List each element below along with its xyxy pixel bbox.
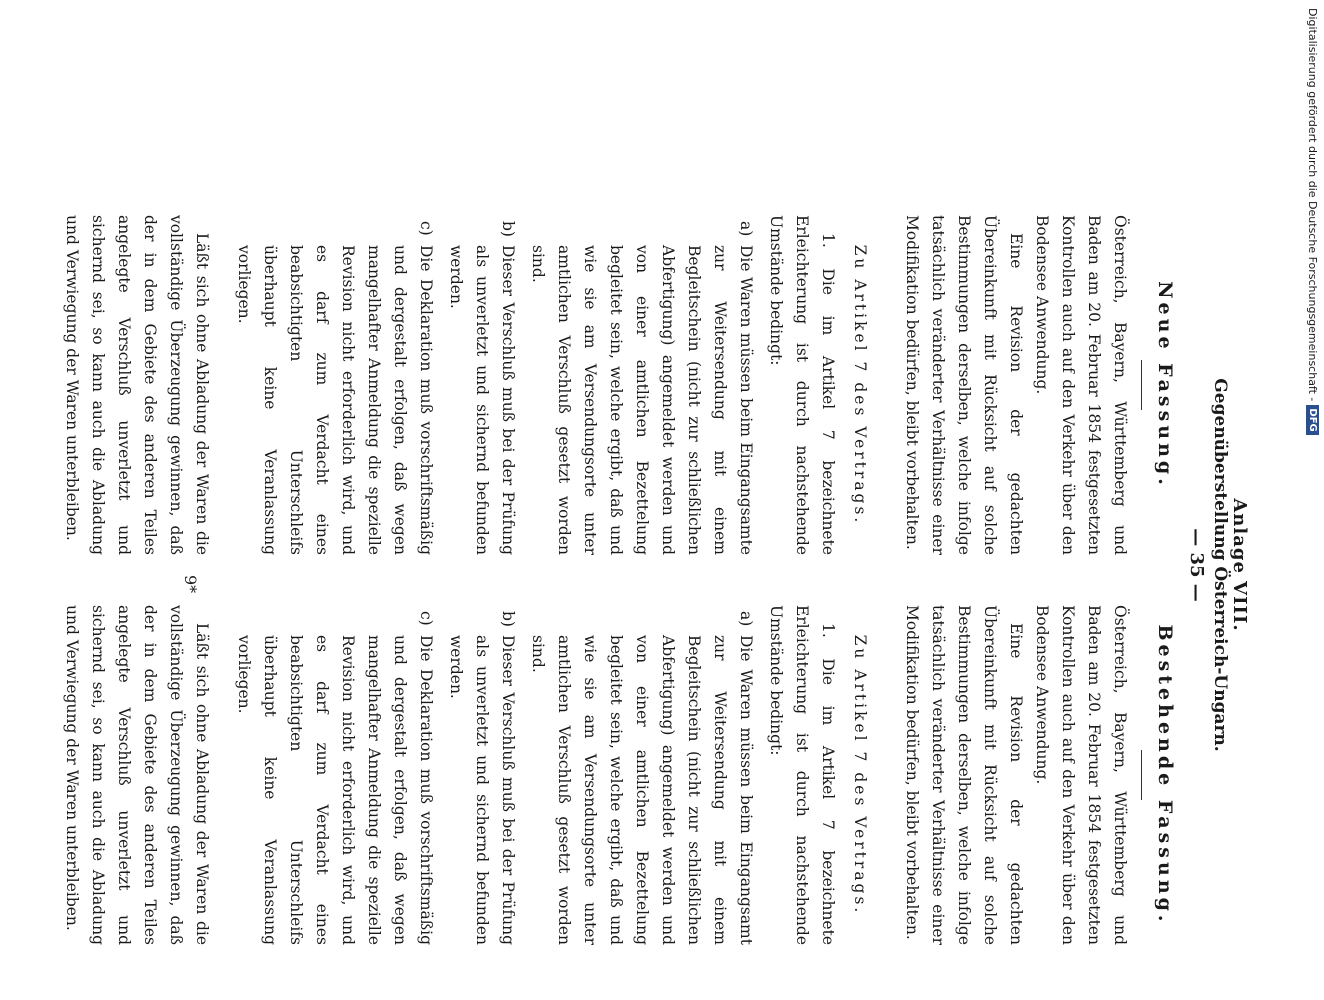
list-item <box>443 215 521 555</box>
signature-mark: 9* <box>181 575 200 594</box>
page-title: Gegenüberstellung Österreich-Ungarn. <box>1210 378 1230 752</box>
list-item <box>443 605 521 945</box>
column-title-existing: Bestehende Fassung. <box>1154 624 1176 926</box>
item-text: Die Deklaration muß vorschriftsmäßig und dergestalt erfolgen, daß wegen mangelhafter Anmeldung die spezielle Revision nicht erforderlich wird, und es darf zum Verdacht eines beabsichtigten Unterschleifs überhaupt keine Veranlassung vorliegen. <box>235 635 435 945</box>
article-heading: Zu Artikel 7 des Vertrags. <box>851 634 869 916</box>
article-heading: Zu Artikel 7 des Vertrags. <box>851 244 869 526</box>
list-item <box>231 215 439 555</box>
item-label: c) <box>417 611 435 626</box>
item-label: a) <box>737 221 755 237</box>
stamp-text: Digitalisierung gefördert durch die Deutsche Forschungsgemeinschaft - <box>1306 8 1320 402</box>
paragraph: Österreich, Bayern, Württemberg und Baden am 20. Februar 1854 festgesetzten Kontrollen auch auf den Verkehr über den Bodensee Anwendung. <box>1033 605 1129 945</box>
column-existing-version <box>59 605 1178 945</box>
rotated-page <box>0 145 1250 985</box>
item-text: Die Deklaration muß vorschriftsmäßig und dergestalt erfolgen, daß wegen mangelhafter Anmeldung die spezielle Revision nicht erforderlich wird, und es darf zum Verdacht eines beabsichtigten Unterschleifs überhaupt keine Veranlassung vorliegen. <box>235 245 435 555</box>
item-label: c) <box>417 221 435 236</box>
item-label: b) <box>499 221 517 237</box>
list-item <box>231 605 439 945</box>
title-rule <box>1141 360 1142 410</box>
dfg-logo-icon: DFG <box>1307 405 1320 434</box>
closing-paragraph: Läßt sich ohne Abladung der Waren die vollständige Überzeugung gewinnen, daß der in dem Gebiete des anderen Teiles angelegte Verschluß unverletzt und sichernd sei, so kann auch die Abladung und Verwiegung der Waren unterbleiben. <box>63 605 211 945</box>
item-label: b) <box>499 611 517 627</box>
item-label: a) <box>737 611 755 627</box>
paragraph: Eine Revision der gedachten Übereinkunft mit Rücksicht auf solche Bestimmungen derselben, welche infolge tatsächlich veränderter Verhältnisse einer Modifikation bedürfen, bleibt vorbehalten. <box>903 605 1025 945</box>
item-text: Die Waren müssen beim Eingangsamte zur Weitersendung mit einem Begleitschein (nicht zur schließlichen Abfertigung) angemeldet werden und von einer amtlichen Bezettelung begleitet sein, welche ergibt, daß und wie sie am Versendungsorte unter amtlichen Verschluß gesetzt worden sind. <box>529 245 755 555</box>
digitization-stamp <box>1305 8 1324 432</box>
annex-label: Anlage VIII. <box>1229 498 1250 632</box>
paragraph: Österreich, Bayern, Württemberg und Baden am 20. Februar 1854 festgesetzten Kontrollen auch auf den Verkehr über den Bodensee Anwendung. <box>1033 215 1129 555</box>
column-new-version <box>59 215 1178 555</box>
title-rule <box>1141 750 1142 800</box>
article-intro: 1. Die im Artikel 7 bezeichnete Erleichterung ist durch nachstehende Umstände bedingt: <box>767 215 837 555</box>
item-text: Dieser Verschluß muß bei der Prüfung als unverletzt und sichernd befunden werden. <box>447 635 517 945</box>
item-text: Dieser Verschluß muß bei der Prüfung als unverletzt und sichernd befunden werden. <box>447 245 517 555</box>
page-number: — 35 — <box>1186 528 1207 602</box>
list-item <box>525 215 759 555</box>
stamp-content <box>1303 8 1323 432</box>
closing-paragraph: Läßt sich ohne Abladung der Waren die vollständige Überzeugung gewinnen, daß der in dem Gebiete des anderen Teiles angelegte Verschluß unverletzt und sichernd sei, so kann auch die Abladung und Verwiegung der Waren unterbleiben. <box>63 215 211 555</box>
article-intro: 1. Die im Artikel 7 bezeichnete Erleichterung ist durch nachstehende Umstände bedingt: <box>767 605 837 945</box>
paragraph: Eine Revision der gedachten Übereinkunft mit Rücksicht auf solche Bestimmungen derselben, welche infolge tatsächlich veränderter Verhältnisse einer Modifikation bedürfen, bleibt vorbehalten. <box>903 215 1025 555</box>
item-text: Die Waren müssen beim Eingangsamt zur Weitersendung mit einem Begleitschein (nicht zur schließlichen Abfertigung) angemeldet werden und von einer amtlichen Bezettelung begleitet sein, welche ergibt, daß und wie sie am Versendungsorte unter amtlichen Verschluß gesetzt worden sind. <box>529 635 755 945</box>
list-item <box>525 605 759 945</box>
column-title-new: Neue Fassung. <box>1154 281 1176 489</box>
